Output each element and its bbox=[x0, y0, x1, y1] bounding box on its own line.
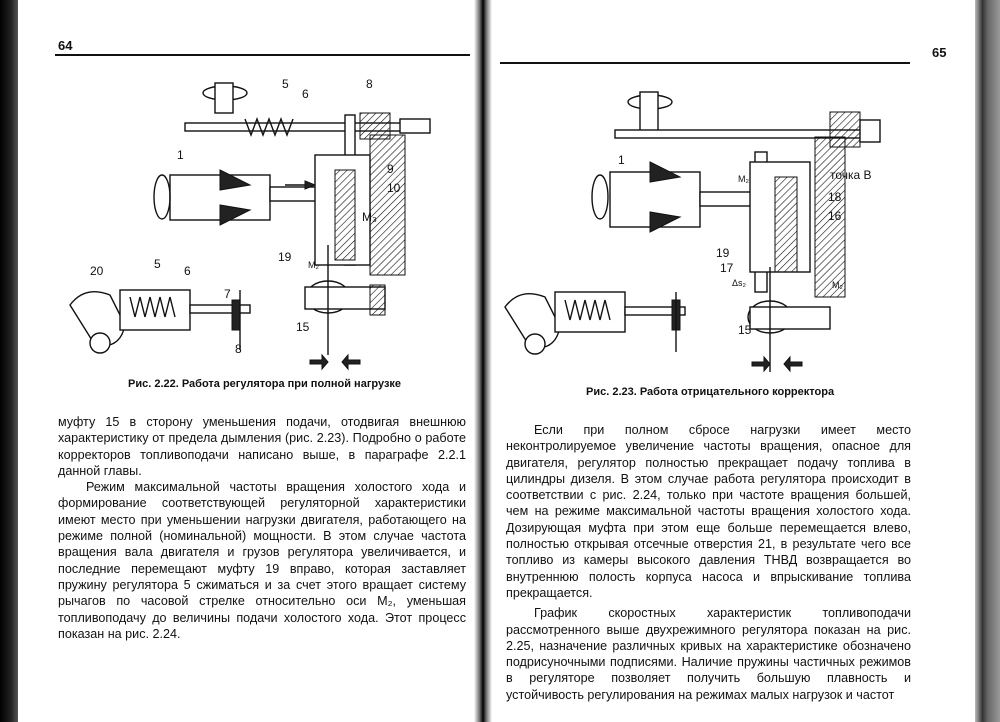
body-text-right bbox=[506, 422, 911, 703]
fig22-label-1: 1 bbox=[177, 148, 184, 162]
paragraph-left-1: муфту 15 в сторону уменьшения подачи, отодвигая внешнюю характеристику от предела дымления (рис. 2.23). Подробно о работе корректоров топливоподачи написано выше, в параграфе 2.2.1 данной главы. bbox=[58, 415, 466, 478]
page-number-right: 65 bbox=[932, 45, 947, 60]
figure-caption-left: Рис. 2.22. Работа регулятора при полной нагрузке bbox=[128, 378, 402, 390]
paragraph-left-2: Режим максимальной частоты вращения холостого хода и формирование соответствующей регуляторной характеристики имеют место при уменьшении нагрузки двигателя, работающего на режиме полной (номинальной) мощности. В этом случае частота вращения вала двигателя и грузов регулятора увеличивается, и последние перемещают муфту 19 вправо, которая заставляет пружину регулятора 5 сжиматься и за счет этого вращает систему рычагов по часовой стрелке относительно оси M₂, уменьшая топливоподачу до величины подачи холостого хода. Этот процесс показан на рис. 2.24. bbox=[58, 480, 466, 641]
fig23-label-m2: M₂ bbox=[738, 174, 749, 184]
figure-2-23-diagram bbox=[500, 82, 900, 377]
paragraph-right-1: Если при полном сбросе нагрузки имеет место неконтролируемое увеличение частоты вращения, опасное для двигателя, регулятор полностью прекращает подачу топлива в цилиндры дизеля. В этом случае работа регулятора происходит в соответствии с рис. 2.24, только при частоте вращения большей, чем на режиме максимальной частоты вращения холостого хода. Дозирующая муфта при этом еще больше перемещается влево, полностью открывая отсечные отверстия 21, в результате чего все топливо из камеры высокого давления ТНВД возвращается во внутреннюю полость корпуса насоса и впрыскивание топлива прекращается. bbox=[506, 423, 911, 600]
fig23-label-15: 15 bbox=[738, 323, 752, 337]
fig22-label-m2: M₂ bbox=[308, 260, 319, 270]
fig22-label-8b: 8 bbox=[235, 342, 242, 356]
fig22-label-9: 9 bbox=[387, 162, 394, 176]
fig22-label-20: 20 bbox=[90, 264, 104, 278]
fig23-label-ds2: Δs₂ bbox=[732, 278, 747, 288]
fig23-label-1: 1 bbox=[618, 153, 625, 167]
paragraph-right-2: График скоростных характеристик топливоподачи рассмотренного выше двухрежимного регулятора показан на рис. 2.25, назначение различных кривых на характеристике обозначено подрисуночными подписями. Наличие пружины частичных режимов в регуляторе позволяет получить большую плавность и устойчивость регулирования на режимах малых нагрузок и частот bbox=[506, 606, 911, 702]
fig23-label-19: 19 bbox=[716, 246, 730, 260]
fig22-label-5: 5 bbox=[282, 77, 289, 91]
fig22-label-10: 10 bbox=[387, 181, 401, 195]
fig22-label-5b: 5 bbox=[154, 257, 161, 271]
fig22-label-15: 15 bbox=[296, 320, 310, 334]
fig23-label-18: 18 bbox=[828, 190, 842, 204]
fig22-label-19: 19 bbox=[278, 250, 292, 264]
fig23-label-17: 17 bbox=[720, 261, 734, 275]
fig23-label-point-b: точка В bbox=[830, 168, 872, 182]
fig22-label-m3: M₃ bbox=[362, 210, 377, 224]
fig22-label-6: 6 bbox=[302, 87, 309, 101]
fig22-label-7: 7 bbox=[224, 287, 231, 301]
header-rule-right bbox=[500, 62, 910, 64]
body-text-left bbox=[58, 414, 466, 642]
book-gutter bbox=[474, 0, 492, 722]
book-edge-right bbox=[975, 0, 1000, 722]
page-number-left: 64 bbox=[58, 38, 73, 53]
fig22-label-6b: 6 bbox=[184, 264, 191, 278]
figure-caption-right: Рис. 2.23. Работа отрицательного корректора bbox=[586, 386, 835, 398]
header-rule-left bbox=[55, 54, 470, 56]
figure-2-22-diagram bbox=[60, 75, 460, 375]
fig22-label-8: 8 bbox=[366, 77, 373, 91]
book-edge-left bbox=[0, 0, 18, 722]
fig23-label-m2b: M₂ bbox=[832, 280, 843, 290]
fig23-label-16: 16 bbox=[828, 209, 842, 223]
